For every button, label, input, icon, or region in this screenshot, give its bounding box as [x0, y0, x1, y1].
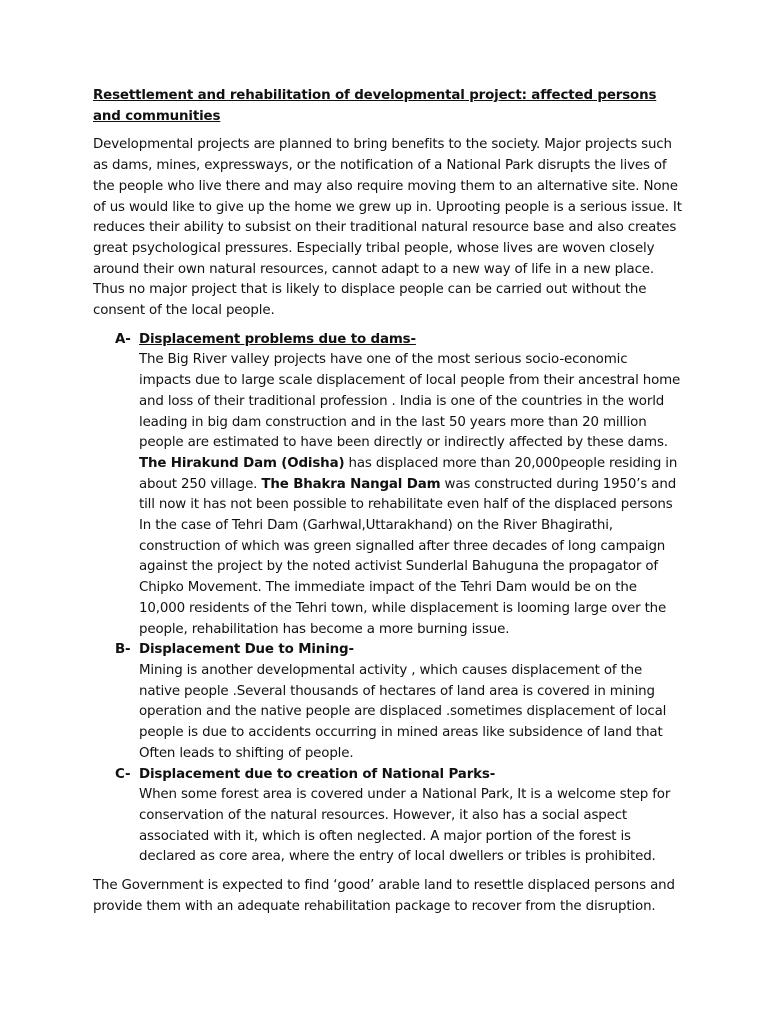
section-dams — [93, 330, 683, 641]
conclusion-paragraph: The Government is expected to find ‘good’ arable land to resettle displaced persons and provide them with an adequate rehabilitation package to recover from the disruption. — [93, 878, 675, 914]
section-body — [139, 350, 683, 640]
sections-list — [93, 330, 683, 868]
section-body: When some forest area is covered under a National Park, It is a welcome step for conservation of the natural resources. However, it also has a social aspect associated with it, which is often neglected. A major portion of the forest is declared as core area, where the entry of local dwellers or tribles is prohibited. — [139, 787, 671, 865]
section-heading: Displacement due to creation of National Parks- — [139, 766, 496, 782]
section-marker: A- — [115, 331, 131, 347]
section-heading: Displacement problems due to dams- — [139, 331, 416, 347]
section-marker: C- — [115, 766, 131, 782]
section-bold-text: The Hirakund Dam (Odisha) — [139, 455, 345, 471]
section-mining — [93, 640, 683, 764]
section-heading: Displacement Due to Mining- — [139, 642, 354, 658]
section-text: has displaced more than 20,000people residing in about 250 village. — [139, 455, 678, 492]
section-text: was constructed during 1950’s and till now it has not been possible to rehabilitate even half of the displaced persons In the case of Tehri Dam (Garhwal,Uttarakhand) on the River Bhagirathi, construction of which was green signalled after three decades of long campaign against the project by the noted activist Sunderlal Bahuguna the propagator of Chipko Movement. The immediate impact of the Tehri Dam would be on the 10,000 residents of the Tehri town, while displacement is looming large over the people, rehabilitation has become a more burning issue. — [139, 476, 677, 637]
section-bold-text: The Bhakra Nangal Dam — [261, 476, 441, 492]
intro-paragraph: Developmental projects are planned to bring benefits to the society. Major projects such as dams, mines, expressways, or the notification of a National Park disrupts the lives of the people who live there and may also require moving them to an alternative site. None of us would like to give up the home we grew up in. Uprooting people is a serious issue. It reduces their ability to subsist on their traditional natural resource base and also creates great psychological pressures. Especially tribal people, whose lives are woven closely around their own natural resources, cannot adapt to a new way of life in a new place. Thus no major project that is likely to displace people can be carried out without the consent of the local people. — [93, 137, 682, 319]
document-page — [93, 86, 683, 925]
section-marker: B- — [115, 642, 131, 658]
section-body: Mining is another developmental activity , which causes displacement of the native people .Several thousands of hectares of land area is covered in mining operation and the native people are displaced .sometimes displacement of local people is due to accidents occurring in mined areas like subsidence of land that Often leads to shifting of people. — [139, 662, 667, 761]
document-title: Resettlement and rehabilitation of developmental project: affected persons and communities — [93, 88, 657, 124]
section-text: The Big River valley projects have one of the most serious socio-economic impacts due to large scale displacement of local people from their ancestral home and loss of their traditional profession . India is one of the countries in the world leading in big dam construction and in the last 50 years more than 20 million people are estimated to have been directly or indirectly affected by these dams. — [139, 352, 681, 451]
section-national-parks — [93, 765, 683, 869]
